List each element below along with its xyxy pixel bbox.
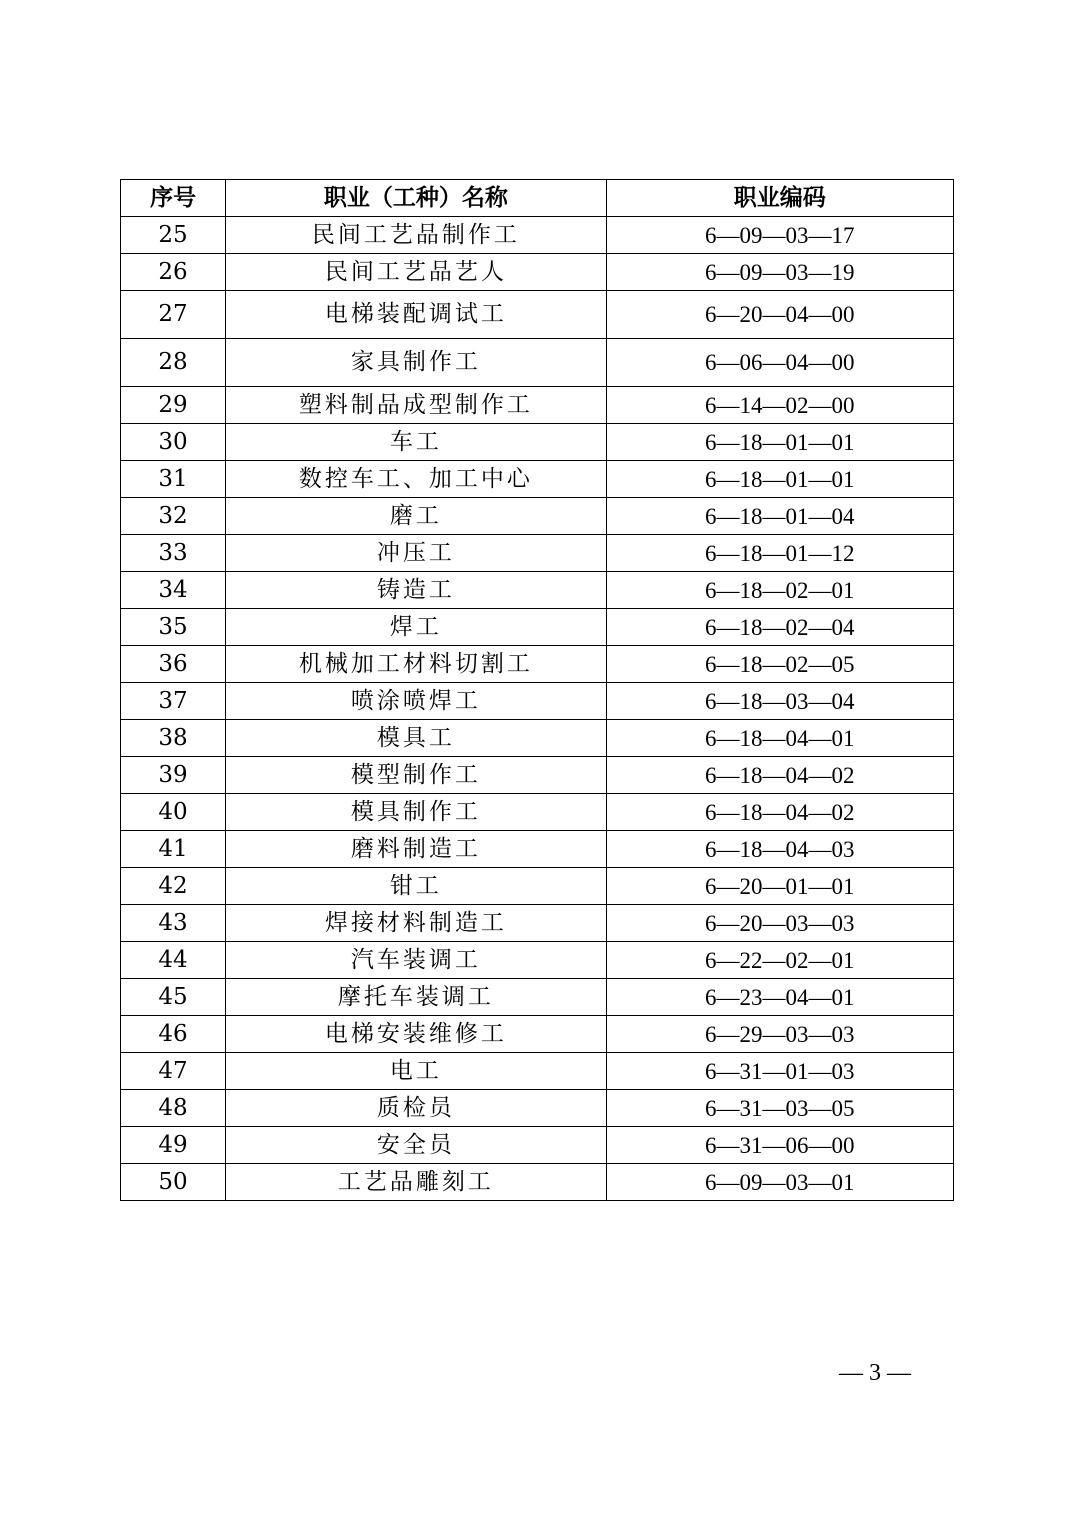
serial-number-cell: 38 xyxy=(121,720,226,757)
occupation-name-cell: 工艺品雕刻工 xyxy=(226,1164,606,1201)
occupation-name-cell: 冲压工 xyxy=(226,535,606,572)
header-row xyxy=(121,180,954,217)
occupation-code-cell: 6—18—02—01 xyxy=(606,572,953,609)
occupation-name-cell: 数控车工、加工中心 xyxy=(226,461,606,498)
occupation-code-cell: 6—06—04—00 xyxy=(606,339,953,387)
table-row xyxy=(121,387,954,424)
occupation-code-cell: 6—18—01—01 xyxy=(606,461,953,498)
occupation-name-cell: 安全员 xyxy=(226,1127,606,1164)
serial-number-cell: 40 xyxy=(121,794,226,831)
serial-number-cell: 34 xyxy=(121,572,226,609)
occupation-name-cell: 磨料制造工 xyxy=(226,831,606,868)
occupation-code-cell: 6—20—04—00 xyxy=(606,291,953,339)
serial-number-cell: 26 xyxy=(121,254,226,291)
occupation-code-cell: 6—31—03—05 xyxy=(606,1090,953,1127)
occupation-code-cell: 6—18—02—04 xyxy=(606,609,953,646)
table-row xyxy=(121,979,954,1016)
occupation-code-cell: 6—31—06—00 xyxy=(606,1127,953,1164)
occupation-code-cell: 6—18—01—04 xyxy=(606,498,953,535)
table-row xyxy=(121,461,954,498)
occupation-code-cell: 6—18—02—05 xyxy=(606,646,953,683)
occupation-name-cell: 摩托车装调工 xyxy=(226,979,606,1016)
table-row xyxy=(121,1127,954,1164)
table-body xyxy=(121,217,954,1201)
occupation-name-cell: 喷涂喷焊工 xyxy=(226,683,606,720)
occupation-code-cell: 6—18—04—01 xyxy=(606,720,953,757)
table-row xyxy=(121,609,954,646)
occupation-name-cell: 车工 xyxy=(226,424,606,461)
serial-number-cell: 43 xyxy=(121,905,226,942)
occupation-code-cell: 6—18—01—01 xyxy=(606,424,953,461)
header-occupation-code: 职业编码 xyxy=(606,180,953,217)
occupation-code-cell: 6—09—03—01 xyxy=(606,1164,953,1201)
table-row xyxy=(121,757,954,794)
occupation-name-cell: 磨工 xyxy=(226,498,606,535)
serial-number-cell: 30 xyxy=(121,424,226,461)
serial-number-cell: 46 xyxy=(121,1016,226,1053)
occupation-name-cell: 铸造工 xyxy=(226,572,606,609)
table-row xyxy=(121,291,954,339)
occupation-code-cell: 6—18—04—02 xyxy=(606,757,953,794)
serial-number-cell: 28 xyxy=(121,339,226,387)
occupation-code-cell: 6—22—02—01 xyxy=(606,942,953,979)
table-row xyxy=(121,868,954,905)
table-row xyxy=(121,720,954,757)
serial-number-cell: 45 xyxy=(121,979,226,1016)
occupation-name-cell: 塑料制品成型制作工 xyxy=(226,387,606,424)
occupation-name-cell: 焊接材料制造工 xyxy=(226,905,606,942)
occupation-name-cell: 质检员 xyxy=(226,1090,606,1127)
table-row xyxy=(121,535,954,572)
serial-number-cell: 37 xyxy=(121,683,226,720)
table-row xyxy=(121,646,954,683)
occupation-name-cell: 家具制作工 xyxy=(226,339,606,387)
occupation-name-cell: 汽车装调工 xyxy=(226,942,606,979)
serial-number-cell: 47 xyxy=(121,1053,226,1090)
occupation-code-cell: 6—29—03—03 xyxy=(606,1016,953,1053)
table-row xyxy=(121,1016,954,1053)
occupation-code-cell: 6—18—03—04 xyxy=(606,683,953,720)
occupation-name-cell: 电梯安装维修工 xyxy=(226,1016,606,1053)
serial-number-cell: 49 xyxy=(121,1127,226,1164)
serial-number-cell: 41 xyxy=(121,831,226,868)
occupation-code-cell: 6—09—03—19 xyxy=(606,254,953,291)
occupation-code-cell: 6—20—01—01 xyxy=(606,868,953,905)
table-row xyxy=(121,339,954,387)
serial-number-cell: 39 xyxy=(121,757,226,794)
serial-number-cell: 32 xyxy=(121,498,226,535)
header-occupation-name: 职业（工种）名称 xyxy=(226,180,606,217)
serial-number-cell: 35 xyxy=(121,609,226,646)
occupation-name-cell: 模具工 xyxy=(226,720,606,757)
occupation-name-cell: 电工 xyxy=(226,1053,606,1090)
serial-number-cell: 48 xyxy=(121,1090,226,1127)
serial-number-cell: 42 xyxy=(121,868,226,905)
table-row xyxy=(121,905,954,942)
serial-number-cell: 25 xyxy=(121,217,226,254)
table-row xyxy=(121,424,954,461)
occupation-name-cell: 民间工艺品艺人 xyxy=(226,254,606,291)
table-row xyxy=(121,217,954,254)
serial-number-cell: 33 xyxy=(121,535,226,572)
occupation-code-cell: 6—09—03—17 xyxy=(606,217,953,254)
serial-number-cell: 44 xyxy=(121,942,226,979)
occupation-name-cell: 焊工 xyxy=(226,609,606,646)
table-row xyxy=(121,831,954,868)
occupation-code-cell: 6—18—04—02 xyxy=(606,794,953,831)
occupation-name-cell: 模具制作工 xyxy=(226,794,606,831)
table-row xyxy=(121,1164,954,1201)
occupation-code-cell: 6—18—04—03 xyxy=(606,831,953,868)
occupation-code-cell: 6—23—04—01 xyxy=(606,979,953,1016)
serial-number-cell: 31 xyxy=(121,461,226,498)
table-row xyxy=(121,572,954,609)
occupation-name-cell: 钳工 xyxy=(226,868,606,905)
table-row xyxy=(121,1053,954,1090)
occupation-code-cell: 6—20—03—03 xyxy=(606,905,953,942)
occupation-name-cell: 机械加工材料切割工 xyxy=(226,646,606,683)
occupation-code-cell: 6—14—02—00 xyxy=(606,387,953,424)
occupation-code-cell: 6—18—01—12 xyxy=(606,535,953,572)
occupation-table xyxy=(120,179,954,1201)
table-row xyxy=(121,942,954,979)
page-number: — 3 — xyxy=(839,1360,911,1386)
occupation-name-cell: 电梯装配调试工 xyxy=(226,291,606,339)
table-row xyxy=(121,1090,954,1127)
table-row xyxy=(121,498,954,535)
table-row xyxy=(121,794,954,831)
table-header xyxy=(121,180,954,217)
occupation-code-cell: 6—31—01—03 xyxy=(606,1053,953,1090)
occupation-name-cell: 民间工艺品制作工 xyxy=(226,217,606,254)
table-row xyxy=(121,683,954,720)
header-serial-number: 序号 xyxy=(121,180,226,217)
serial-number-cell: 27 xyxy=(121,291,226,339)
serial-number-cell: 36 xyxy=(121,646,226,683)
occupation-name-cell: 模型制作工 xyxy=(226,757,606,794)
serial-number-cell: 50 xyxy=(121,1164,226,1201)
table-row xyxy=(121,254,954,291)
serial-number-cell: 29 xyxy=(121,387,226,424)
